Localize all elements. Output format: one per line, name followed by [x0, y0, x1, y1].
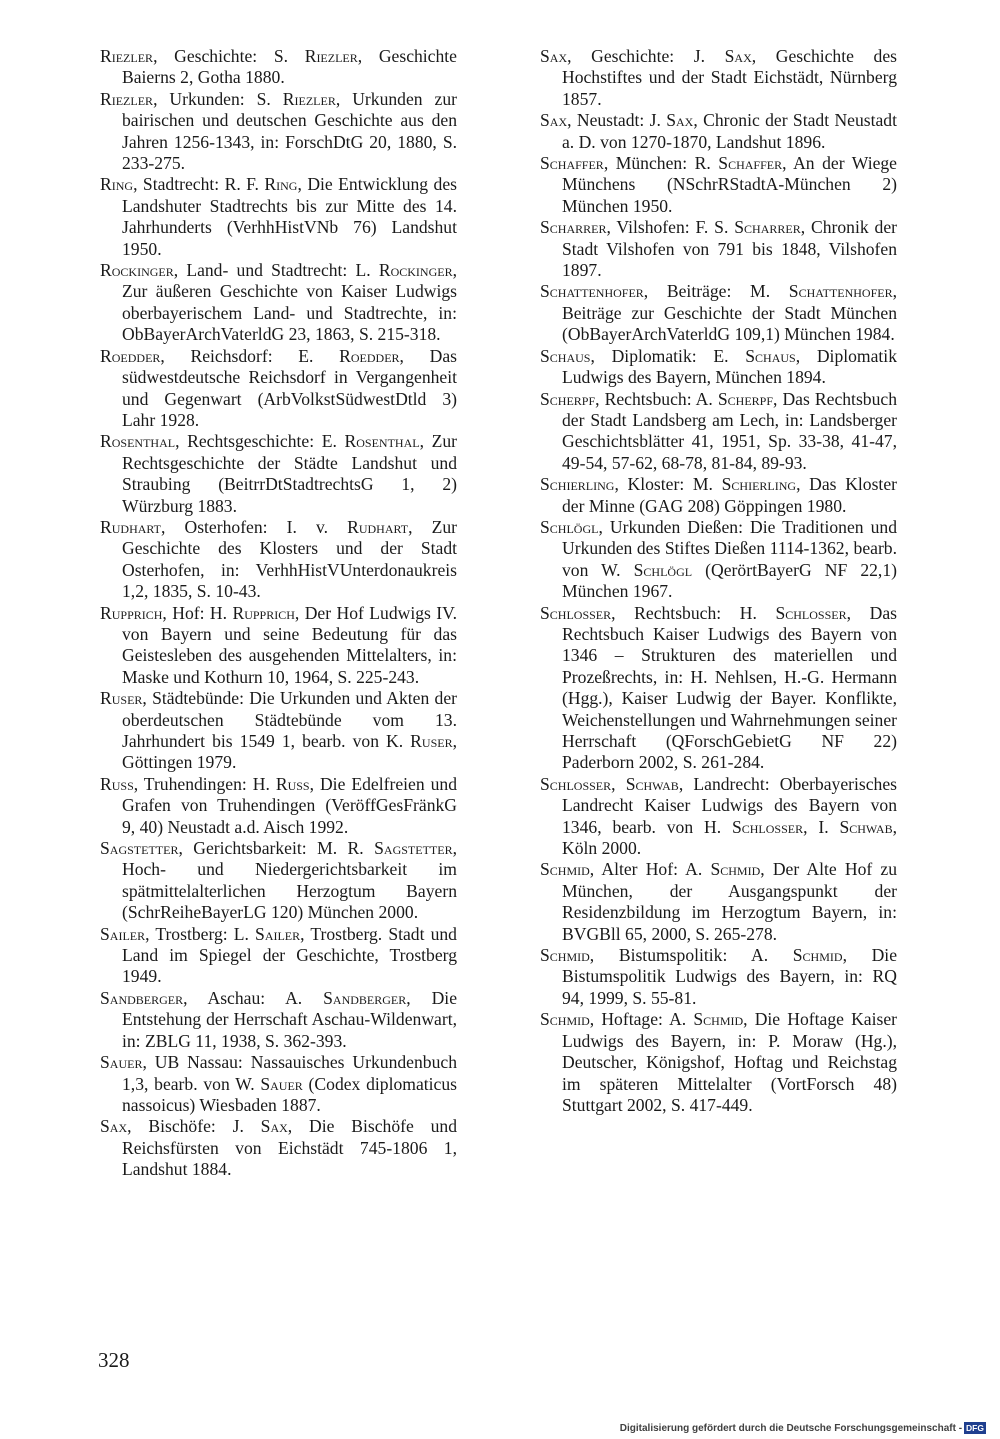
entry-text: , Beiträge: M. — [643, 281, 789, 302]
entry-author-repeat: Schierling — [721, 474, 797, 495]
entry-author: Russ — [100, 773, 134, 794]
entry-author-repeat: Rupprich — [232, 602, 295, 623]
entry-author-repeat: Schlögl — [633, 559, 693, 580]
entry-author-repeat: Schmid — [710, 859, 761, 880]
bibliography-entry — [540, 945, 897, 1009]
entry-author-repeat: Schlosser, I. Schwab — [731, 816, 893, 837]
entry-author-repeat: Ruser — [410, 731, 453, 751]
entry-details: , Zur äußeren Geschichte von Kaiser Ludwigs oberbayerischem Land- und Stadtrechte, in: ObBayerArchVaterldG 23, 1863, S. 215-318. — [122, 260, 457, 345]
footer-text: Digitalisierung gefördert durch die Deutsche Forschungsgemeinschaft - — [619, 1422, 963, 1434]
entry-text: , Geschichte: S. — [153, 46, 305, 66]
entry-author-repeat: Schattenhofer — [788, 281, 893, 302]
entry-author-repeat: Sax — [724, 46, 752, 66]
entry-author-repeat: Schaffer — [718, 153, 783, 174]
entry-author-repeat: Rudhart — [347, 516, 409, 537]
entry-author-repeat: Schlosser — [775, 602, 847, 623]
entry-text: , Rechtsbuch: H. — [611, 602, 776, 623]
bibliography-entry — [100, 431, 457, 517]
entry-text: , Hoftage: A. — [589, 1009, 694, 1030]
entry-details: , Das südwestdeutsche Reichsdorf in Vergangenheit und Gegenwart (ArbVolkstSüdwestDtld 3) Lahr 1928. — [122, 345, 457, 430]
entry-text: , Hof: H. — [162, 602, 233, 623]
entry-details: , Geschichte Baierns 2, Gotha 1880. — [122, 46, 457, 88]
entry-author-repeat: Scharrer — [734, 217, 801, 238]
bibliography-entry — [100, 603, 457, 689]
entry-details: , Das Rechtsbuch Kaiser Ludwigs des Bayern von 1346 – Strukturen des materiellen und Prozeßrechts, in: H. Nehlsen, H.-G. Hermann (Hgg.), Kaiser Ludwig der Bayer. Konflikte, Weichenstellungen und Wahrnehmungen seiner Herrschaft (QForschGebietG NF 22) Paderborn 2002, S. 261-284. — [562, 602, 897, 773]
bibliography-entry — [100, 1052, 457, 1116]
entry-author: Rosenthal — [100, 431, 176, 452]
entry-author-repeat: Scherpf — [717, 388, 773, 409]
entry-author-repeat: Sax — [666, 110, 694, 131]
entry-text: , Landrecht: Oberbayerisches Landrecht Kaiser Ludwigs des Bayern von 1346, bearb. von H. — [562, 773, 897, 837]
entry-author: Scharrer — [540, 217, 607, 238]
footer — [620, 1421, 986, 1435]
bibliography-entry — [100, 988, 457, 1052]
entry-text: , Reichsdorf: E. — [160, 345, 340, 366]
bibliography-entry — [100, 46, 457, 89]
entry-details: , Die Bischöfe und Reichsfürsten von Eichstädt 745-1806 1, Landshut 1884. — [122, 1116, 457, 1180]
entry-author-repeat: Riezler — [304, 46, 358, 66]
entry-author: Riezler — [100, 46, 154, 66]
entry-details: , Trostberg. Stadt und Land im Spiegel der Geschichte, Trostberg 1949. — [122, 923, 457, 987]
entry-author: Schaffer — [540, 153, 604, 174]
bibliography-entry — [100, 838, 457, 924]
entry-author-repeat: Riezler — [282, 88, 336, 109]
entry-author-repeat: Rockinger — [378, 260, 453, 281]
entry-author: Schlosser, Schwab — [540, 773, 679, 794]
bibliography-entry — [100, 688, 457, 774]
bibliography-entry — [100, 346, 457, 432]
entry-text: , Neustadt: J. — [567, 110, 667, 131]
entry-author: Scherpf — [540, 388, 596, 409]
entry-author: Sax — [540, 46, 568, 66]
entry-author: Rockinger — [100, 260, 174, 281]
entry-author: Rudhart — [100, 516, 162, 537]
bibliography-column-right — [540, 46, 897, 1116]
entry-author: Riezler — [100, 88, 154, 109]
entry-text: , Rechtsgeschichte: E. — [175, 431, 345, 452]
entry-text: , Rechtsbuch: A. — [595, 388, 718, 409]
entry-details: , Hoch- und Niedergerichtsbarkeit im spätmittelalterlichen Herzogtum Bayern (SchrReiheBayerLG 120) München 2000. — [122, 838, 457, 923]
entry-details: , Der Alte Hof zu München, der Ausgangspunkt der Residenzbildung im Herzogtum Bayern, in: BVGBll 65, 2000, S. 265-278. — [562, 859, 897, 944]
entry-author: Schaus — [540, 345, 591, 366]
entry-details: , Die Entstehung der Herrschaft Aschau-Wildenwart, in: ZBLG 11, 1938, S. 362-393. — [122, 987, 457, 1051]
entry-author: Ring — [100, 174, 134, 195]
entry-author: Schmid — [540, 1009, 590, 1030]
bibliography-entry — [540, 1009, 897, 1116]
entry-details: , Diplomatik Ludwigs des Bayern, München 1894. — [562, 345, 897, 388]
entry-author-repeat: Sailer — [255, 923, 301, 944]
entry-author: Sax — [100, 1116, 128, 1137]
entry-details: , Der Hof Ludwigs IV. von Bayern und seine Bedeutung für das Geistesleben des ausgehenden Mittelalters, in: Maske und Kothurn 10, 1964, S. 225-243. — [122, 602, 458, 687]
entry-author: Schlosser — [540, 602, 612, 623]
entry-details: , Beiträge zur Geschichte der Stadt München (ObBayerArchVaterldG 109,1) München 1984. — [562, 281, 897, 345]
entry-text: , Geschichte: J. — [567, 46, 725, 66]
bibliography-entry — [540, 603, 897, 774]
entry-details: , Die Edelfreien und Grafen von Truhendingen (VeröffGesFränkG 9, 40) Neustadt a.d. Aisch 1992. — [122, 773, 457, 837]
bibliography-entry — [540, 281, 897, 345]
entry-author: Sailer — [100, 923, 146, 944]
entry-text: , Vilshofen: F. S. — [606, 217, 735, 238]
entry-text: , Gerichtsbarkeit: M. R. — [178, 838, 375, 859]
entry-author-repeat: Roedder — [339, 345, 400, 366]
dfg-logo: DFG — [966, 1423, 984, 1433]
entry-author: Sauer — [100, 1052, 143, 1073]
bibliography-entry — [100, 1116, 457, 1180]
bibliography-entry — [540, 774, 897, 860]
entry-text: , Bischöfe: J. — [127, 1116, 261, 1137]
entry-text: , Alter Hof: A. — [589, 859, 711, 880]
entry-author-repeat: Rosenthal — [344, 431, 420, 452]
entry-details: , Die Hoftage Kaiser Ludwigs des Bayern, in: P. Moraw (Hg.), Deutscher, Königshof, Hoftag und Reichstag im späteren Mittelalter (VortForsch 48) Stuttgart 2002, S. 417-449. — [562, 1009, 898, 1115]
entry-author-repeat: Schmid — [693, 1009, 744, 1030]
entry-text: , Trostberg: L. — [145, 923, 256, 944]
entry-author: Sagstetter — [100, 838, 179, 859]
entry-details: , Köln 2000. — [562, 816, 897, 859]
bibliography-entry — [540, 389, 897, 475]
entry-text: , Urkunden: S. — [153, 88, 283, 109]
entry-details: , Die Bistumspolitik Ludwigs des Bayern, in: RQ 94, 1999, S. 55-81. — [562, 945, 898, 1008]
entry-author: Schierling — [540, 474, 615, 495]
entry-author: Schlögl — [540, 516, 599, 537]
entry-text: , München: R. — [603, 153, 719, 174]
entry-details: , An der Wiege Münchens (NSchrRStadtA-München 2) München 1950. — [562, 153, 897, 216]
bibliography-column-left — [100, 46, 457, 1181]
bibliography-entry — [100, 89, 457, 175]
entry-details: , Das Kloster der Minne (GAG 208) Göppingen 1980. — [562, 474, 897, 516]
entry-author-repeat: Sauer — [260, 1073, 303, 1094]
entry-details: (QerörtBayerG NF 22,1) München 1967. — [562, 559, 897, 602]
entry-details: , Urkunden zur bairischen und deutschen Geschichte aus den Jahren 1256-1343, in: ForschDtG 20, 1880, S. 233-275. — [122, 88, 457, 174]
entry-author: Roedder — [100, 345, 161, 366]
entry-author: Ruser — [100, 688, 143, 709]
entry-text: , Truhendingen: H. — [133, 773, 276, 794]
entry-details: (Codex diplomaticus nassoicus) Wiesbaden 1887. — [122, 1073, 457, 1115]
entry-text: , Osterhofen: I. v. — [161, 516, 348, 537]
page-number: 328 — [98, 1348, 130, 1372]
entry-author-repeat: Sax — [260, 1116, 288, 1137]
bibliography-entry — [540, 110, 897, 153]
entry-details: , Das Rechtsbuch der Stadt Landsberg am Lech, in: Landsberger Geschichtsblätter 41, 1951, Sp. 33-38, 41-47, 49-54, 57-62, 68-78, 81-84, 89-93. — [562, 388, 897, 473]
entry-author: Schmid — [540, 945, 590, 966]
bibliography-entry — [100, 924, 457, 988]
entry-text: , Urkunden Dießen: Die Traditionen und Urkunden des Stiftes Dießen 1114-1362, bearb. von W. — [562, 516, 897, 580]
entry-text: , Städtebünde: Die Urkunden und Akten der oberdeutschen Städtebünde vom 13. Jahrhundert bis 1549 1, bearb. von K. — [122, 688, 457, 751]
entry-details: , Zur Geschichte des Klosters und der Stadt Osterhofen, in: VerhhHistVUnterdonaukreis 1,2, 1835, S. 10-43. — [122, 516, 458, 602]
entry-text: , UB Nassau: Nassauisches Urkundenbuch 1,3, bearb. von W. — [122, 1052, 457, 1094]
bibliography-entry — [540, 346, 897, 389]
entry-details: , Geschichte des Hochstiftes und der Stadt Eichstädt, Nürnberg 1857. — [562, 46, 897, 109]
entry-text: , Aschau: A. — [183, 987, 324, 1008]
bibliography-entry — [100, 260, 457, 346]
entry-author-repeat: Sagstetter — [374, 838, 453, 859]
entry-author: Sax — [540, 110, 568, 131]
entry-author-repeat: Russ — [275, 773, 310, 794]
entry-details: , Die Entwicklung des Landshuter Stadtrechts bis zur Mitte des 14. Jahrhunderts (VerhhHistVNb 76) Landshut 1950. — [122, 174, 457, 259]
entry-details: , Zur Rechtsgeschichte der Städte Landshut und Straubing (BeitrrDtStadtrechtsG 1, 2) Würzburg 1883. — [122, 431, 457, 516]
bibliography-entry — [100, 517, 457, 603]
entry-details: , Chronic der Stadt Neustadt a. D. von 1270-1870, Landshut 1896. — [562, 110, 897, 152]
entry-text: , Kloster: M. — [614, 474, 722, 495]
bibliography-entry — [540, 859, 897, 945]
entry-author-repeat: Sandberger — [323, 987, 407, 1008]
entry-author: Schmid — [540, 859, 590, 880]
bibliography-entry — [540, 46, 897, 110]
bibliography-entry — [100, 774, 457, 838]
entry-text: , Land- und Stadtrecht: L. — [173, 260, 379, 281]
entry-details: , Chronik der Stadt Vilshofen von 791 bis 1848, Vilshofen 1897. — [562, 217, 897, 281]
bibliography-entry — [540, 517, 897, 603]
entry-text: , Diplomatik: E. — [590, 345, 746, 366]
entry-details: , Göttingen 1979. — [122, 731, 457, 773]
bibliography-entry — [100, 174, 457, 260]
entry-author-repeat: Ring — [264, 174, 298, 195]
bibliography-entry — [540, 474, 897, 517]
entry-text: , Bistumspolitik: A. — [589, 945, 793, 966]
bibliography-entry — [540, 217, 897, 281]
entry-author: Sandberger — [100, 987, 184, 1008]
entry-author-repeat: Schaus — [745, 345, 796, 366]
entry-author: Schattenhofer — [540, 281, 644, 302]
entry-text: , Stadtrecht: R. F. — [133, 174, 265, 195]
entry-author: Rupprich — [100, 602, 163, 623]
bibliography-entry — [540, 153, 897, 217]
entry-author-repeat: Schmid — [792, 945, 843, 966]
